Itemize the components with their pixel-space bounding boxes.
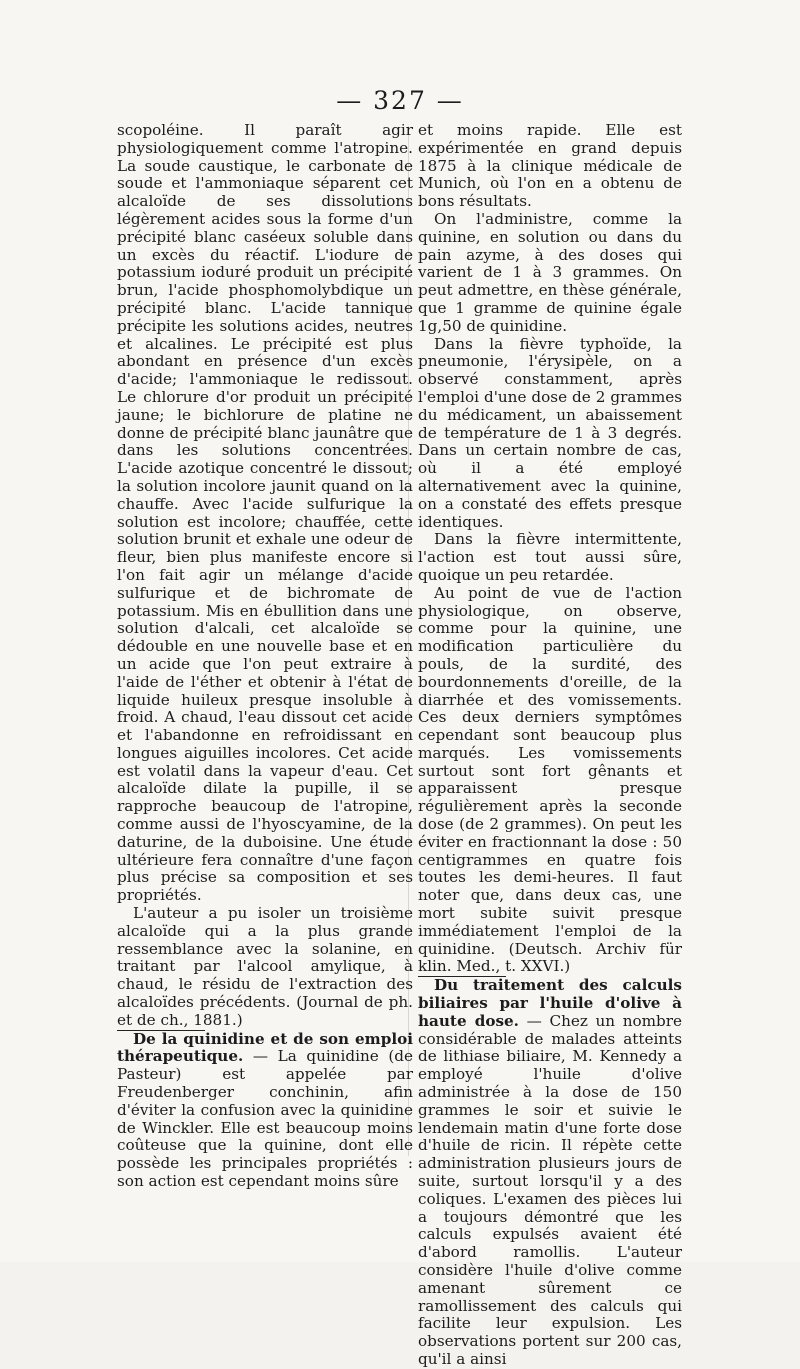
paragraph: Dans la fièvre intermittente, l'action est tout aussi sûre, quoique un peu retardée.: [418, 530, 682, 584]
paragraph: On l'administre, comme la quinine, en solution ou dans du pain azyme, à des doses qui varient de 1 à 3 grammes. On peut admettre, en thèse générale, que 1 gramme de quinine égale 1g,50 de quinidine.: [418, 209, 682, 335]
left-column: [117, 122, 413, 1191]
page-number: — 327 —: [336, 86, 464, 115]
section-heading: De la quinidine et de son emploi thérapeutique.: [117, 1029, 413, 1066]
section-text: — Chez un nombre considérable de malades atteints de lithiase biliaire, M. Kennedy a employé l'huile d'olive administrée à la dose de 150 grammes le soir et suivie le lendemain matin d'une forte dose d'huile de ricin. Il répète cette administration plusieurs jours de suite, surtout lorsqu'il y a des coliques. L'examen des pièces lui a toujours démontré que les calculs expulsés avaient été d'abord ramollis. L'auteur considère l'huile d'olive comme amenant sûrement ce ramollissement des calculs qui facilite leur expulsion. Les observations portent sur 200 cas, qu'il a ainsi: [418, 1011, 683, 1368]
paragraph: et moins rapide. Elle est expérimentée en grand depuis 1875 à la clinique médicale de Munich, où l'on en a obtenu de bons résultats.: [418, 121, 682, 211]
paragraph: scopoléine. Il paraît agir physiologiquement comme l'atropine. La soude caustique, le carbonate de soude et l'ammoniaque séparent cet alcaloïde de ses dissolutions légèrement acides sous la forme d'un précipité blanc caséeux soluble dans un excès du réactif. L'iodure de potassium ioduré produit un précipité brun, l'acide phosphomolybdique un précipité blanc. L'acide tannique précipite les solutions acides, neutres et alcalines. Le précipité est plus abondant en présence d'un excès d'acide; l'ammoniaque le redissout. Le chlorure d'or produit un précipité jaune; le bichlorure de platine ne donne de précipité blanc jaunâtre que dans les solutions concentrées. L'acide azotique concentré le dissout; la solution incolore jaunit quand on la chauffe. Avec l'acide sulfurique la solution est incolore; chauffée, cette solution brunit et exhale une odeur de fleur, bien plus manifeste encore si l'on fait agir un mélange d'acide sulfurique et de bichromate de potassium. Mis en ébullition dans une solution d'alcali, cet alcaloïde se dédouble en une nouvelle base et en un acide que l'on peut extraire à l'aide de l'éther et obtenir à l'état de liquide huileux presque insoluble à froid. A chaud, l'eau dissout cet acide et l'abandonne en refroidissant en longues aiguilles incolores. Cet acide est volatil dans la vapeur d'eau. Cet alcaloïde dilate la pupille, il se rapproche beaucoup de l'atropine, comme aussi de l'hyoscyamine, de la daturine, de la duboisine. Une étude ultérieure fera connaître d'une façon plus précise sa composition et ses propriétés.: [117, 121, 413, 905]
paragraph: L'auteur a pu isoler un troisième alcaloïde qui a la plus grande ressemblance avec la solanine, en traitant par l'alcool amylique, à chaud, le résidu de l'extraction des alcaloïdes précédents. (Journal de ph. et de ch., 1881.): [117, 904, 413, 1029]
paragraph: Dans la fièvre typhoïde, la pneumonie, l'érysipèle, on a observé constamment, après l'emploi d'une dose de 2 grammes du médicament, un abaissement de température de 1 à 3 degrés. Dans un certain nombre de cas, où il a été employé alternativement avec la quinine, on a constaté des effets presque identiques.: [418, 334, 682, 531]
section-paragraph: [117, 1031, 413, 1191]
section-text: — La quinidine (de Pasteur) est appelée par Freudenberger conchinin, afin d'éviter la confusion avec la quinidine de Winckler. Elle est beaucoup moins coûteuse que la quinine, dont elle possède les principales propriétés : son action est cependant moins sûre: [117, 1047, 413, 1191]
right-column: [418, 122, 682, 1369]
section-paragraph: [418, 977, 682, 1369]
paragraph: Au point de vue de l'action physiologique, on observe, comme pour la quinine, une modification particulière du pouls, de la surdité, des bourdonnements d'oreille, de la diarrhée et des vomissements. Ces deux derniers symptômes cependant sont beaucoup plus marqués. Les vomissements surtout sont fort gênants et apparaissent presque régulièrement après la seconde dose (de 2 grammes). On peut les éviter en fractionnant la dose : 50 centigrammes en quatre fois toutes les demi-heures. Il faut noter que, dans deux cas, une mort subite suivit presque immédiatement l'emploi de la quinidine. (Deutsch. Archiv für klin. Med., t. XXVI.): [418, 583, 682, 976]
section-heading: Du traitement des calculs biliaires par l'huile d'olive à haute dose.: [418, 976, 682, 1030]
